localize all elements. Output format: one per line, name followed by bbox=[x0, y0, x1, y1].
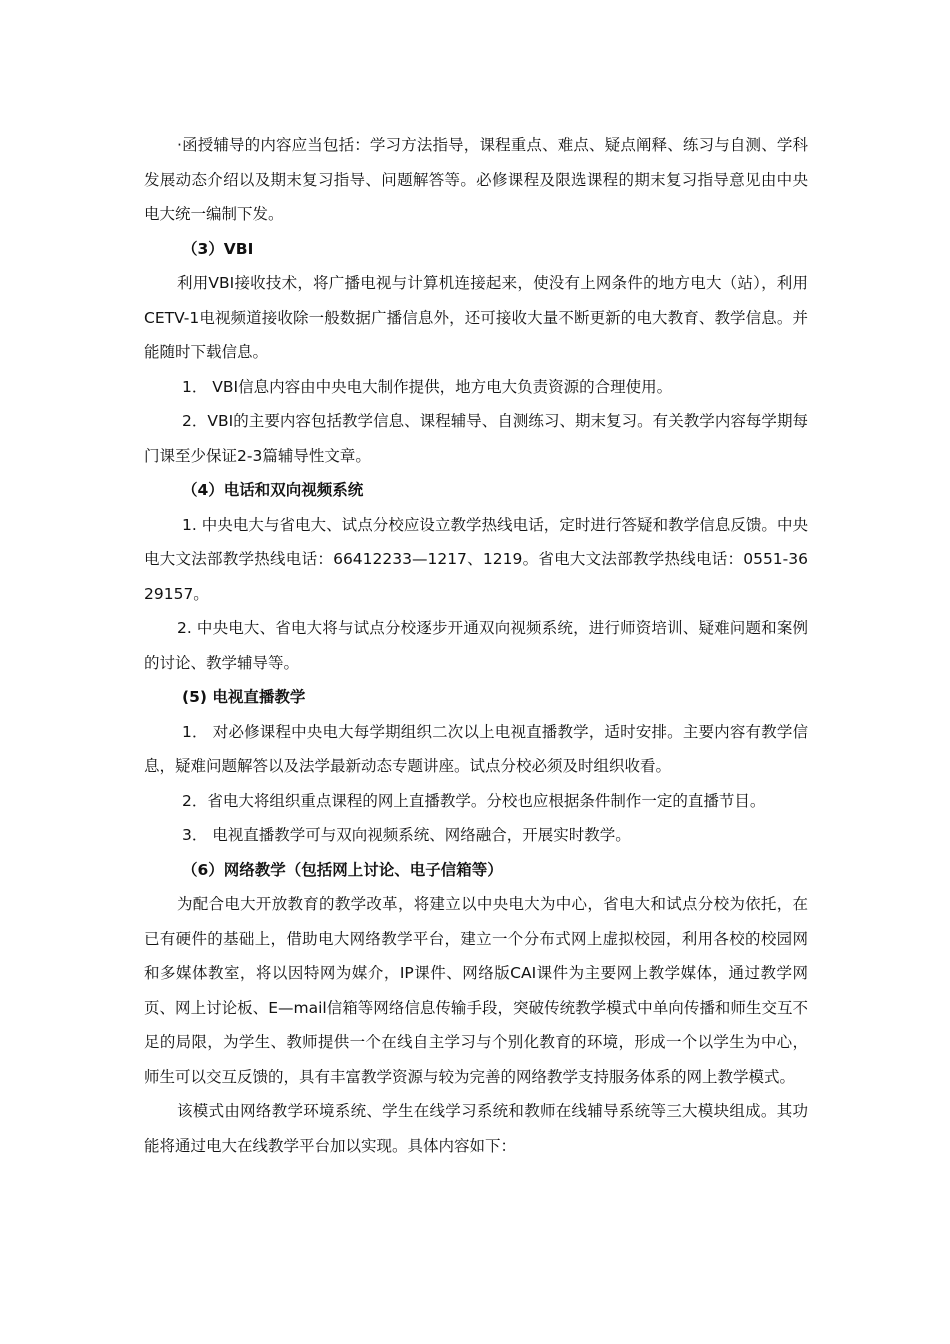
heading-phone-video: （4）电话和双向视频系统 bbox=[182, 481, 364, 499]
paragraph-tv-item-1: 1． 对必修课程中央电大每学期组织二次以上电视直播教学，适时安排。主要内容有教学信息，疑难问题解答以及法学最新动态专题讲座。试点分校必须及时组织收看。 bbox=[144, 722, 808, 775]
paragraph-vbi-item-1: 1． VBI信息内容由中央电大制作提供，地方电大负责资源的合理使用。 bbox=[182, 377, 673, 396]
paragraph-network-intro: 为配合电大开放教育的教学改革，将建立以中央电大为中心，省电大和试点分校为依托，在已有硬件的基础上，借助电大网络教学平台，建立一个分布式网上虚拟校园，利用各校的校园网和多媒体教室，将以因特网为媒介，IP课件、网络版CAI课件为主要网上教学媒体，通过教学网页、网上讨论板、E—mail信箱等网络信息传输手段，突破传统教学模式中单向传播和师生交互不足的局限，为学生、教师提供一个在线自主学习与个别化教育的环境，形成一个以学生为中心，师生可以交互反馈的，具有丰富教学资源与较为完善的网络教学支持服务体系的网上教学模式。 bbox=[144, 895, 808, 1086]
paragraph-phone-item-1: 1. 中央电大与省电大、试点分校应设立教学热线电话，定时进行答疑和教学信息反馈。中央电大文法部教学热线电话：66412233—1217、1219。省电大文法部教学热线电话：0551-3629157。 bbox=[144, 515, 808, 603]
heading-tv-broadcast: (5) 电视直播教学 bbox=[182, 688, 306, 706]
paragraph-network-modules: 该模式由网络教学环境系统、学生在线学习系统和教师在线辅导系统等三大模块组成。其功能将通过电大在线教学平台加以实现。具体内容如下： bbox=[144, 1102, 808, 1155]
paragraph-vbi-intro: 利用VBI接收技术，将广播电视与计算机连接起来，使没有上网条件的地方电大（站），利用CETV-1电视频道接收除一般数据广播信息外，还可接收大量不断更新的电大教育、教学信息。并能随时下载信息。 bbox=[144, 274, 808, 361]
heading-network-teaching: （6）网络教学（包括网上讨论、电子信箱等） bbox=[182, 860, 503, 879]
document-body bbox=[144, 128, 808, 1163]
paragraph-tv-item-2: 2．省电大将组织重点课程的网上直播教学。分校也应根据条件制作一定的直播节目。 bbox=[182, 791, 766, 810]
heading-vbi: （3）VBI bbox=[182, 239, 254, 258]
paragraph-phone-item-2: 2. 中央电大、省电大将与试点分校逐步开通双向视频系统，进行师资培训、疑难问题和案例的讨论、教学辅导等。 bbox=[144, 619, 808, 672]
paragraph-tutoring-content: ·函授辅导的内容应当包括：学习方法指导，课程重点、难点、疑点阐释、练习与自测、学科发展动态介绍以及期末复习指导、问题解答等。必修课程及限选课程的期末复习指导意见由中央电大统一编制下发。 bbox=[144, 136, 808, 223]
paragraph-tv-item-3: 3． 电视直播教学可与双向视频系统、网络融合，开展实时教学。 bbox=[182, 826, 631, 844]
paragraph-vbi-item-2: 2．VBI的主要内容包括教学信息、课程辅导、自测练习、期末复习。有关教学内容每学期每门课至少保证2-3篇辅导性文章。 bbox=[144, 412, 808, 465]
